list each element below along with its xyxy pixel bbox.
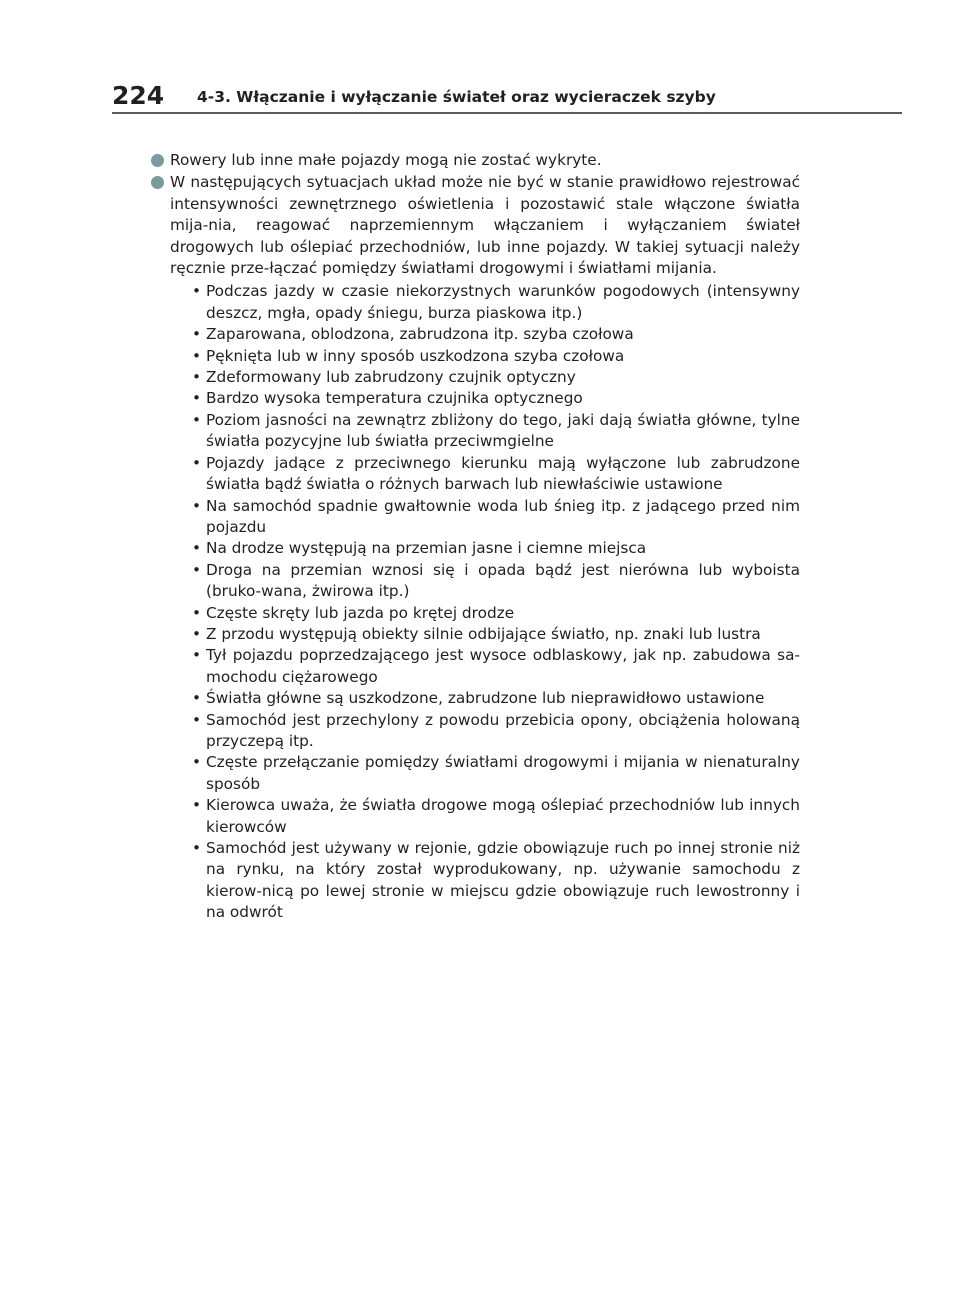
list-item (170, 453, 800, 496)
page-number: 224 (112, 81, 165, 110)
section-title: 4-3. Włączanie i wyłączanie świateł oraz wycieraczek szyby (197, 88, 716, 106)
list-item (170, 560, 800, 603)
list-item-text: Na drodze występują na przemian jasne i ciemne miejsca (206, 539, 647, 558)
situations-list (170, 281, 800, 923)
list-item-text: Poziom jasności na zewnątrz zbliżony do tego, jaki dają światła główne, tylne światła pozycyjne lub światła przeciwmgielne (206, 410, 800, 451)
bullet-icon: • (192, 410, 202, 429)
list-item (170, 710, 800, 753)
list-item (170, 346, 800, 367)
bullet-icon: • (192, 710, 202, 729)
bullet-icon: • (192, 453, 202, 472)
list-item-text: Częste przełączanie pomiędzy światłami drogowymi i mijania w nienaturalny sposób (206, 753, 800, 793)
list-item-text: Zaparowana, oblodzona, zabrudzona itp. szyba czołowa (206, 325, 634, 344)
list-item-text: Samochód jest przechylony z powodu przebicia opony, obciążenia holowaną przyczepą itp. (206, 710, 800, 750)
list-item (170, 688, 800, 709)
page-content (152, 150, 800, 925)
list-item (170, 281, 800, 324)
paragraph-situations (152, 172, 800, 923)
bullet-icon: • (192, 539, 202, 558)
bullet-icon: • (192, 839, 202, 857)
bullet-icon: • (192, 624, 202, 643)
list-item (170, 538, 800, 559)
bullet-icon: • (192, 368, 202, 387)
paragraph-bicycles (152, 150, 800, 171)
list-item (170, 367, 800, 388)
list-item (170, 795, 800, 838)
header-rule (112, 112, 902, 114)
list-item (170, 752, 800, 795)
list-item-text: Droga na przemian wznosi się i opada bądź jest nierówna lub wyboista (bruko-wana, żwirowa itp.) (206, 560, 800, 601)
bullet-icon: • (192, 389, 202, 408)
list-item-text: Samochód jest używany w rejonie, gdzie obowiązuje ruch po innej stronie niż na rynku, na który został wyprodukowany, np. używanie samochodu z kierow-nicą po lewej stronie w miejscu gdzie obowiązuje ruch lewostronny i na odwrót (206, 839, 800, 922)
list-item (170, 603, 800, 624)
list-item-text: Częste skręty lub jazda po krętej drodze (206, 603, 515, 622)
list-item (170, 496, 800, 539)
list-item-text: Z przodu występują obiekty silnie odbijające światło, np. znaki lub lustra (206, 624, 761, 643)
list-item-text: Pojazdy jadące z przeciwnego kierunku mają wyłączone lub zabrudzone światła bądź światła o różnych barwach lub niewłaściwie ustawione (206, 453, 800, 494)
bullet-icon: • (192, 325, 202, 344)
list-item-text: Bardzo wysoka temperatura czujnika optycznego (206, 389, 583, 408)
list-item (170, 645, 800, 688)
list-item-text: Podczas jazdy w czasie niekorzystnych warunków pogodowych (intensywny deszcz, mgła, opady śniegu, burza piaskowa itp.) (206, 282, 800, 322)
list-item (170, 410, 800, 453)
list-item-text: Na samochód spadnie gwałtownie woda lub śnieg itp. z jadącego przed nim pojazdu (206, 496, 800, 536)
list-item-text: Pęknięta lub w inny sposób uszkodzona szyba czołowa (206, 346, 625, 365)
list-item-text: Światła główne są uszkodzone, zabrudzone lub nieprawidłowo ustawione (206, 689, 765, 708)
list-item (170, 324, 800, 345)
list-item-text: Kierowca uważa, że światła drogowe mogą oślepiać przechodniów lub innych kierowców (206, 796, 800, 836)
bullet-icon: • (192, 496, 202, 515)
bullet-icon: • (192, 282, 202, 301)
circle-bullet-icon (151, 154, 164, 167)
list-item-text: Zdeformowany lub zabrudzony czujnik optyczny (206, 368, 576, 387)
paragraph-text: Rowery lub inne małe pojazdy mogą nie zostać wykryte. (170, 151, 602, 169)
list-item-text: Tył pojazdu poprzedzającego jest wysoce odblaskowy, jak np. zabudowa sa-mochodu ciężarowego (206, 646, 800, 686)
bullet-icon: • (192, 753, 202, 772)
bullet-icon: • (192, 560, 202, 579)
list-item (170, 624, 800, 645)
paragraph-text: W następujących sytuacjach układ może nie być w stanie prawidłowo rejestrować intensywności zewnętrznego oświetlenia i pozostawić stale włączone światła mija-nia, reagować naprzemiennym włączaniem i wyłączaniem świateł drogowych lub oślepiać przechodniów, lub inne pojazdy. W takiej sytuacji należy ręcznie prze-łączać pomiędzy światłami drogowymi i światłami mijania. (170, 173, 800, 278)
circle-bullet-icon (151, 176, 164, 189)
bullet-icon: • (192, 796, 202, 815)
page-header (112, 76, 902, 116)
list-item (170, 838, 800, 924)
bullet-icon: • (192, 603, 202, 622)
bullet-icon: • (192, 646, 202, 665)
bullet-icon: • (192, 346, 202, 365)
list-item (170, 388, 800, 409)
bullet-icon: • (192, 689, 202, 708)
